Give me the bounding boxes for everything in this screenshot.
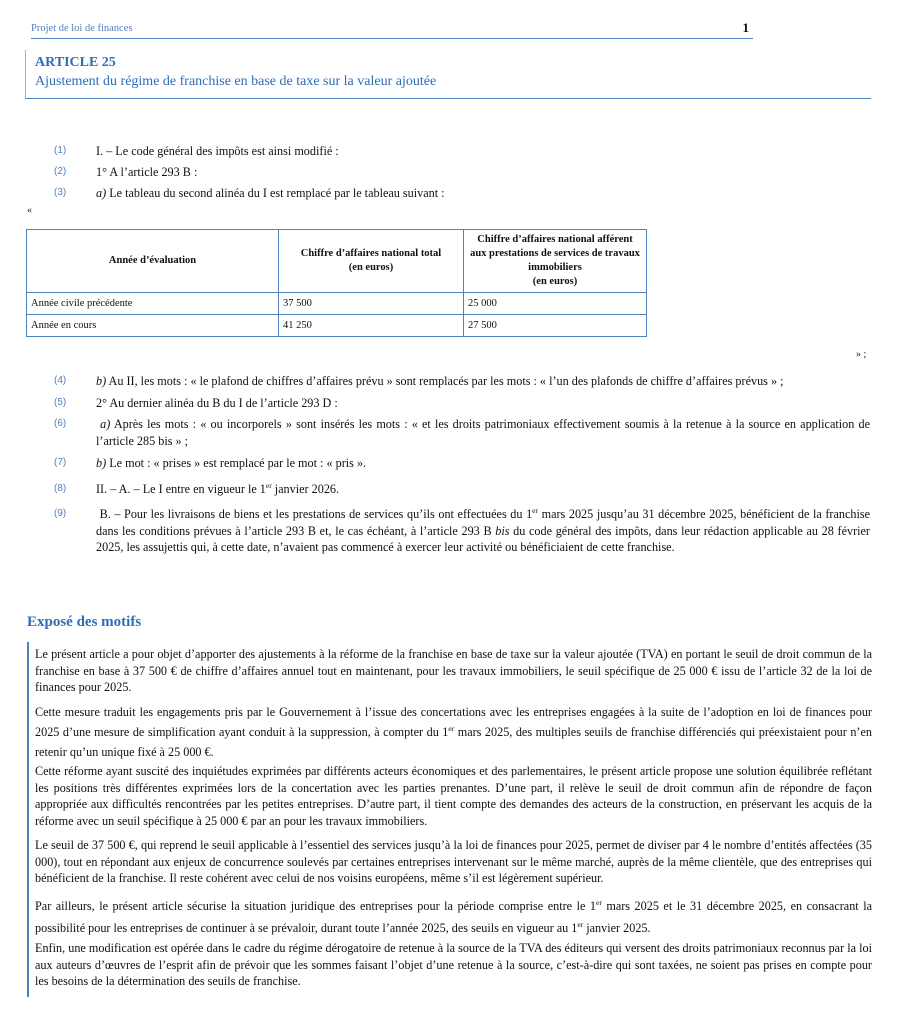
table-row xyxy=(27,315,647,337)
paragraph-body: mars 2025, des multiples seuils de franchise différenciés qui préexistaient pour n’en retenir qu’un unique fixé à 25 000 €. xyxy=(35,725,872,759)
column-header-line: (en euros) xyxy=(532,276,578,287)
expose-title: Exposé des motifs xyxy=(27,614,142,630)
alinea-body: Le tableau du second alinéa du I est remplacé par le tableau suivant : xyxy=(106,186,445,200)
alinea-body: janvier 2026. xyxy=(271,482,340,496)
paragraph-body: Cette mesure traduit les engagements pris par le Gouvernement à l’issue des concertations avec les entreprises engagées à la suite de l’adoption en loi de finances pour 2025 d’une mesure de simplification ayant conduit à la suppression, à compter du 1 xyxy=(35,705,872,739)
expose-paragraph: Le seuil de 37 500 €, qui reprend le seuil applicable à l’essentiel des services jusqu’à la loi de finances pour 2025, permet de diviser par 4 le nombre d’entités affectées (35 000), tout en répondant aux enjeux de concurrence soulevés par certaines entreprises intervenant sur le même marché, auprès de la même clientèle, que des entreprises qui bénéficient de la franchise. Il reste cohérent avec celui de nos voisins européens, même s’il est légèrement supérieur. xyxy=(35,838,872,886)
superscript: er xyxy=(532,505,538,515)
expose-paragraph: Cette réforme ayant suscité des inquiétudes exprimées par différents acteurs économiques et des parlementaires, le présent article propose une solution équilibrée reflétant les positions très différentes exprimées lors de la concertation avec les parties prenantes. D’une part, il relève le seuil de droit commun afin de répondre de façon appropriée aux difficultés rencontrées par les petites entreprises. D’autre part, il tient compte des demandes des acteurs de la construction, en préservant les acquis de la réforme avec un seuil spécifique à 25 000 € par an pour les travaux immobiliers. xyxy=(35,764,872,828)
alinea-prefix: b) xyxy=(96,374,107,388)
table-cell: 37 500 xyxy=(279,293,464,315)
alinea-text: 1° A l’article 293 B : xyxy=(96,165,198,179)
alinea-prefix: a) xyxy=(100,417,111,431)
page-number: 1 xyxy=(742,20,749,35)
table-header-row xyxy=(27,230,647,293)
alinea-text: 2° Au dernier alinéa du B du I de l’article 293 D : xyxy=(96,396,338,410)
article-number: ARTICLE 25 xyxy=(35,55,116,70)
superscript: er xyxy=(448,723,455,733)
superscript: er xyxy=(596,897,602,907)
column-header-line: Chiffre d’affaires national afférent aux prestations de services de travaux immobiliers xyxy=(470,234,640,273)
page-header xyxy=(31,22,753,39)
alinea-body: B. – Pour les livraisons de biens et les prestations de services qu’ils ont effectuées du 1 xyxy=(99,507,533,521)
alinea-body: mars 2025 jusqu’au 31 décembre 2025, bénéficient de la franchise dans les conditions prévues à l’article 293 B et, le cas échéant, à l’article 293 B xyxy=(96,507,871,538)
alinea-text: I. – Le code général des impôts est ainsi modifié : xyxy=(96,144,339,158)
expose-paragraph xyxy=(35,895,872,939)
article-heading xyxy=(25,50,871,99)
alinea-number: (2) xyxy=(54,166,67,177)
italic-text: bis xyxy=(495,523,510,538)
franchise-table xyxy=(26,229,647,337)
closing-quote: » ; xyxy=(856,349,867,360)
alinea-number: (3) xyxy=(54,187,67,198)
expose-motifs xyxy=(27,642,872,997)
paragraph-body: janvier 2025. xyxy=(583,921,651,935)
column-header-line: (en euros) xyxy=(348,262,394,273)
alinea-text xyxy=(96,373,870,390)
alinea-number: (5) xyxy=(54,397,67,408)
alinea-number: (6) xyxy=(54,418,67,429)
expose-paragraph xyxy=(35,702,872,762)
alinea-text xyxy=(96,481,870,498)
table-cell: Année civile précédente xyxy=(27,293,279,315)
alinea-prefix: a) xyxy=(96,186,107,200)
alinea-text xyxy=(96,416,870,449)
table-cell: 41 250 xyxy=(279,315,464,337)
column-header xyxy=(464,230,647,293)
table-cell: Année en cours xyxy=(27,315,279,337)
alinea-body: du code général des impôts, dans leur rédaction applicable au 28 février 2025, les assujettis qui, à cette date, n’avaient pas commencé à exercer leur activité ou bénéficiaient de cette franchise. xyxy=(96,523,870,554)
table-row xyxy=(27,293,647,315)
alinea-body: II. – A. – Le I entre en vigueur le 1 xyxy=(96,482,266,496)
superscript: er xyxy=(265,480,272,490)
superscript: er xyxy=(577,919,584,929)
alinea-prefix: b) xyxy=(96,456,107,470)
expose-paragraph: Enfin, une modification est opérée dans le cadre du régime dérogatoire de retenue à la source de la TVA des éditeurs qui versent des droits patrimoniaux reconnus par la loi aux auteurs d’œuvres de l’esprit afin de prévoir que les sommes faisant l’objet d’une retenue à la source, c’est-à-dire qui sont taxées, ne soient pas prises en compte pour les besoins de la détermination des seuils de franchise. xyxy=(35,941,872,989)
paragraph-body: Par ailleurs, le présent article sécurise la situation juridique des entreprises pour la période comprise entre le 1 xyxy=(35,899,596,913)
opening-quote: « xyxy=(27,205,32,216)
alinea-number: (8) xyxy=(54,483,67,494)
alinea-body: Au II, les mots : « le plafond de chiffres d’affaires prévu » sont remplacés par les mots : « l’un des plafonds de chiffre d’affaires prévus » ; xyxy=(106,374,784,388)
column-header xyxy=(279,230,464,293)
alinea-number: (7) xyxy=(54,457,67,468)
article-title: Ajustement du régime de franchise en base de taxe sur la valeur ajoutée xyxy=(35,74,437,89)
table-cell: 27 500 xyxy=(464,315,647,337)
column-header: Année d’évaluation xyxy=(27,230,279,293)
table-cell: 25 000 xyxy=(464,293,647,315)
alinea-body: Après les mots : « ou incorporels » sont insérés les mots : « et les droits patrimoniaux effectivement soumis à la retenue à la source en application de l’article 285 bis » ; xyxy=(96,417,870,448)
alinea-number: (9) xyxy=(54,508,67,519)
expose-paragraph: Le présent article a pour objet d’apporter des ajustements à la réforme de la franchise en base de taxe sur la valeur ajoutée (TVA) en portant le seuil de droit commun de la franchise en base à 37 500 € de chiffre d’affaires annuel tout en maintenant, pour les travaux immobiliers, le seuil spécifique de 25 000 € issu de l’article 32 de la loi de finances pour 2025. xyxy=(35,647,872,695)
alinea-number: (1) xyxy=(54,145,67,156)
alinea-text xyxy=(96,455,870,472)
alinea-body: Le mot : « prises » est remplacé par le mot : « pris ». xyxy=(106,456,367,470)
paragraph-body: mars 2025 et le 31 décembre 2025, en consacrant la possibilité pour les entreprises de continuer à se prévaloir, durant toute l’année 2025, des seuils en vigueur au 1 xyxy=(35,899,872,935)
document-title: Projet de loi de finances xyxy=(31,23,133,34)
column-header-line: Chiffre d’affaires national total xyxy=(300,248,442,259)
alinea-number: (4) xyxy=(54,375,67,386)
alinea-text xyxy=(96,506,870,556)
alinea-text xyxy=(96,185,870,202)
